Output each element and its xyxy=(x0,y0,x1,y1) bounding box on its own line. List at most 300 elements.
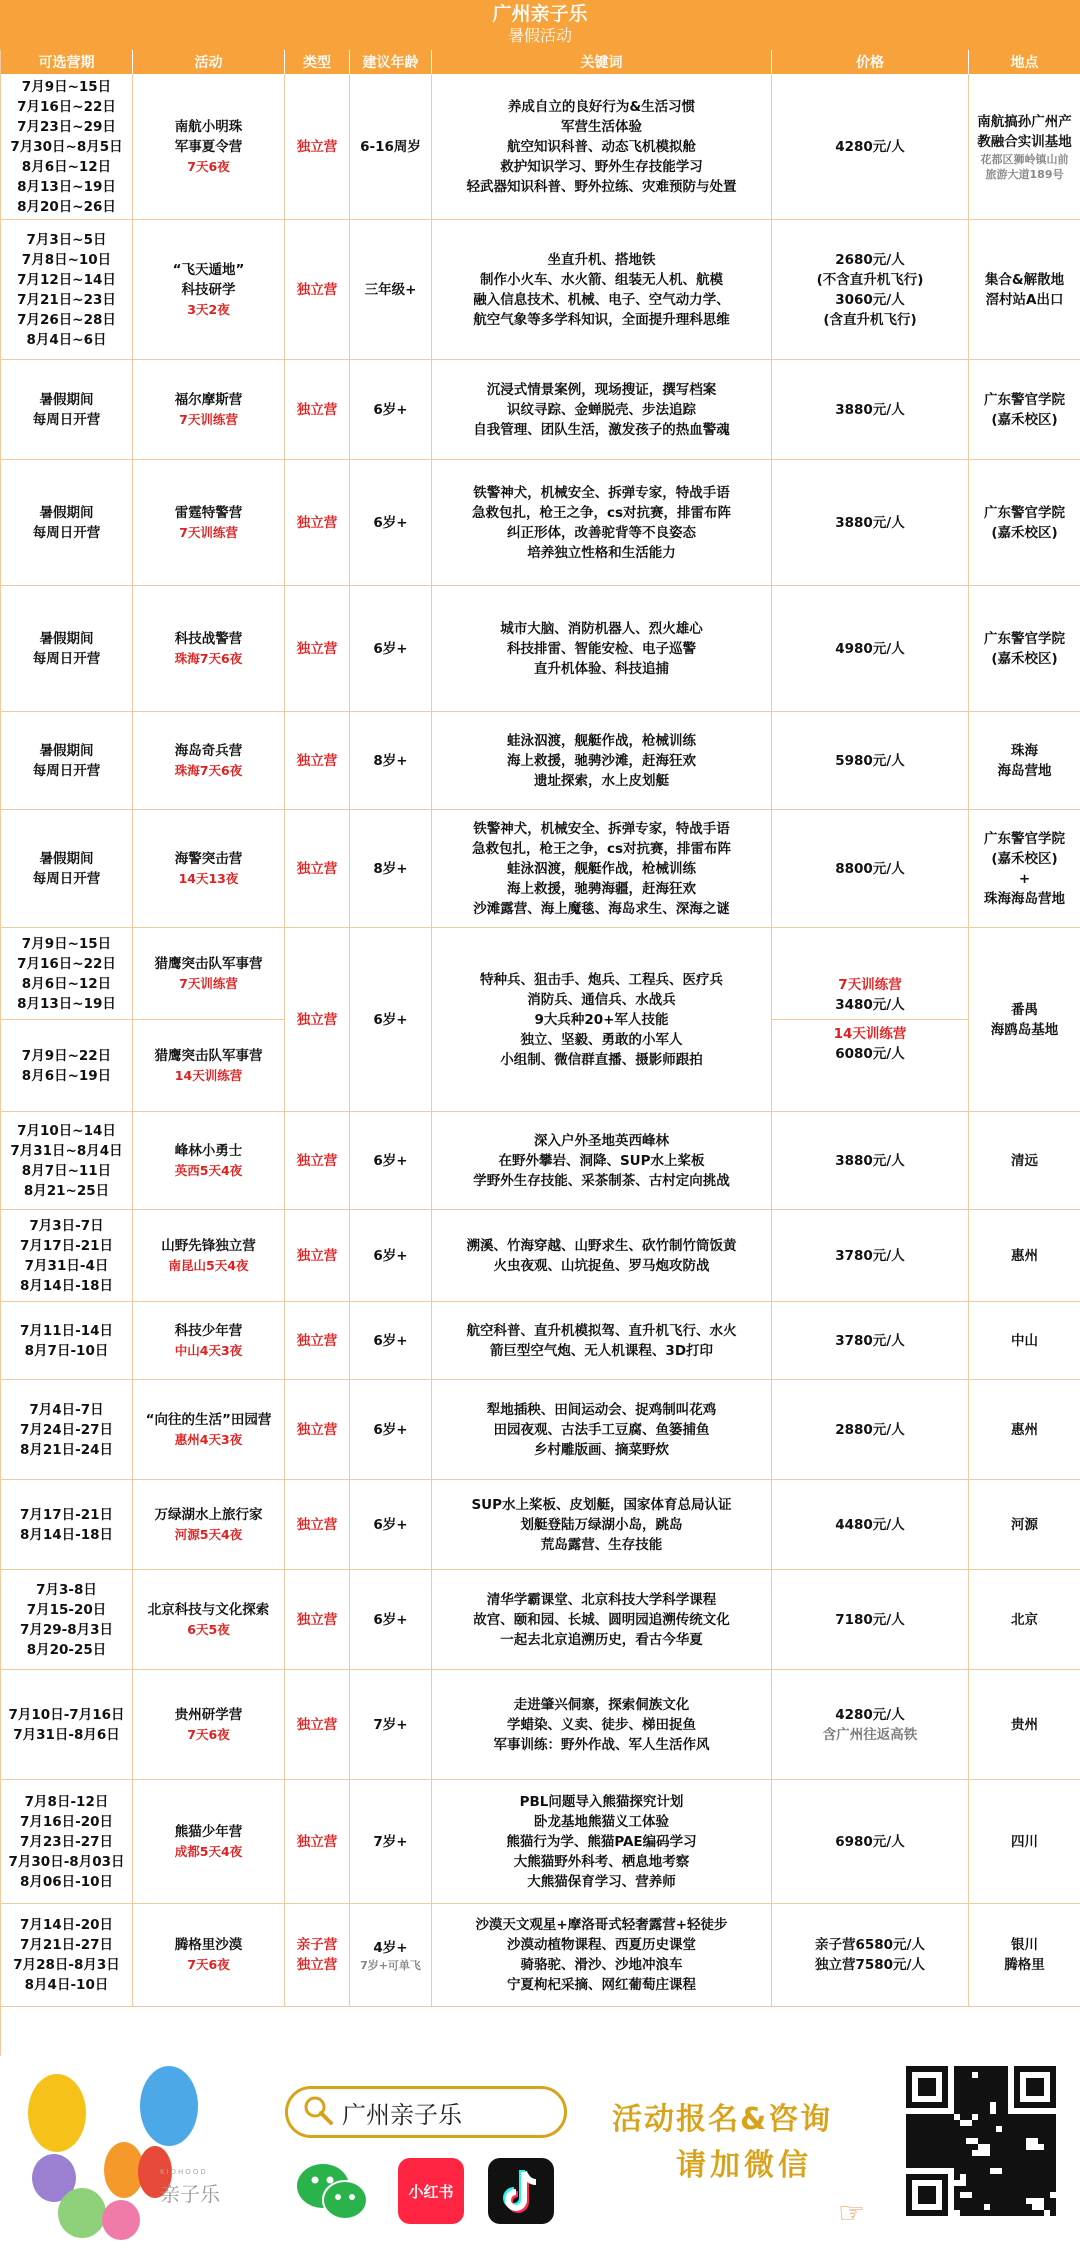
price-cell xyxy=(772,1480,969,1570)
keyword-line: 火虫夜观、山坑捉鱼、罗马炮攻防战 xyxy=(493,1257,710,1274)
location-line: 广东警官学院 xyxy=(984,391,1065,408)
price-line: 亲子营6580元/人 xyxy=(814,1937,925,1953)
location-line: 珠海海岛营地 xyxy=(984,890,1065,907)
price-line: 独立营7580元/人 xyxy=(814,1957,925,1973)
price-line: 3880元/人 xyxy=(835,514,905,531)
type-label: 独立营 xyxy=(296,1716,338,1733)
keyword-line: 大熊猫野外科考、栖息地考察 xyxy=(513,1853,690,1870)
date-line: 7月12日~14日 xyxy=(17,271,116,288)
type-cell xyxy=(285,74,350,220)
activity-cell xyxy=(133,1112,285,1210)
dates-cell xyxy=(1,1670,133,1780)
keyword-line: 海上救援，驰骋沙滩，赶海狂欢 xyxy=(507,752,696,769)
location-line: 惠州 xyxy=(1011,1421,1038,1438)
activity-duration: 7天6夜 xyxy=(187,1957,230,1972)
activity-name: 山野先锋独立营 xyxy=(161,1237,256,1254)
date-line: 7月16日~22日 xyxy=(17,955,116,972)
column-header: 关键词 xyxy=(432,50,772,74)
activity-name: 海岛奇兵营 xyxy=(174,742,243,759)
keyword-line: 遗址探索，水上皮划艇 xyxy=(534,772,669,789)
logo-blob-pink xyxy=(102,2200,140,2240)
location-cell xyxy=(969,1780,1080,1904)
age-cell xyxy=(350,1570,432,1670)
type-label: 独立营 xyxy=(296,281,338,298)
price-line: 3780元/人 xyxy=(835,1332,905,1349)
age-label: 6岁+ xyxy=(373,1152,408,1169)
location-cell xyxy=(969,74,1080,220)
location-cell xyxy=(969,460,1080,586)
keyword-line: 学野外生存技能、采茶制茶、古村定向挑战 xyxy=(473,1172,730,1189)
column-header: 可选营期 xyxy=(1,50,133,74)
activity-duration: 7天6夜 xyxy=(187,1726,230,1742)
activity-cell xyxy=(133,1480,285,1570)
date-line: 暑假期间 xyxy=(39,630,94,647)
logo-blob-green xyxy=(58,2188,106,2238)
type-cell xyxy=(285,1570,350,1670)
activity-duration: 河源5天4夜 xyxy=(174,1526,243,1542)
keywords-cell xyxy=(432,360,772,460)
age-label: 6岁+ xyxy=(373,1247,408,1264)
date-line: 7月21日~23日 xyxy=(17,291,116,308)
price-line: 2880元/人 xyxy=(835,1421,905,1438)
price-cell xyxy=(772,1112,969,1210)
keyword-line: 在野外攀岩、洞降、SUP水上桨板 xyxy=(498,1152,705,1169)
keyword-line: 荒岛露营、生存技能 xyxy=(540,1536,663,1553)
keyword-line: 军事训练：野外作战、军人生活作风 xyxy=(493,1736,710,1753)
age-cell xyxy=(350,1302,432,1380)
date-line: 7月8日-12日 xyxy=(24,1793,109,1810)
keyword-line: 划艇登陆万绿湖小岛，跳岛 xyxy=(520,1516,683,1533)
activity-name: “向往的生活”田园营 xyxy=(145,1411,272,1428)
price-line: 3880元/人 xyxy=(835,401,905,418)
date-line: 7月14日-20日 xyxy=(19,1917,114,1933)
location-cell xyxy=(969,1210,1080,1302)
price-cell xyxy=(772,1780,969,1904)
activity-cell xyxy=(133,1302,285,1380)
title-bar xyxy=(0,0,1080,50)
type-label: 独立营 xyxy=(296,1247,338,1264)
age-label: 8岁+ xyxy=(373,752,408,769)
date-line: 8月20日~26日 xyxy=(17,198,116,215)
keyword-line: 走进肇兴侗寨，探索侗族文化 xyxy=(513,1696,690,1713)
date-line: 7月31日-8月6日 xyxy=(13,1726,120,1743)
activity-cell xyxy=(133,1210,285,1302)
keyword-line: 海上救援，驰骋海疆，赶海狂欢 xyxy=(507,880,696,897)
location-line: 海鸥岛基地 xyxy=(990,1021,1059,1038)
price-line: 6980元/人 xyxy=(835,1833,905,1850)
date-line: 每周日开营 xyxy=(32,762,101,779)
date-line: 8月14日-18日 xyxy=(19,1526,114,1543)
dates-cell xyxy=(1,1904,133,2007)
activity-cell xyxy=(133,74,285,220)
age-label: 6岁+ xyxy=(373,1516,408,1533)
keyword-line: 学蜡染、义卖、徒步、梯田捉鱼 xyxy=(507,1716,696,1733)
xiaohongshu-icon[interactable] xyxy=(398,2158,464,2224)
price-cell xyxy=(772,1570,969,1670)
date-line: 7月3-8日 xyxy=(36,1581,97,1598)
price-cell xyxy=(772,712,969,810)
keyword-line: 蛙泳泅渡，舰艇作战，枪械训练 xyxy=(507,732,696,749)
date-line: 8月20-25日 xyxy=(26,1641,107,1658)
type-cell xyxy=(285,1380,350,1480)
activity-cell xyxy=(133,1570,285,1670)
keyword-line: 宁夏枸杞采摘、网红葡萄庄课程 xyxy=(507,1977,696,1993)
date-line: 7月9日~15日 xyxy=(21,78,112,95)
location-cell xyxy=(969,928,1080,1112)
activity-name: 雷霆特警营 xyxy=(174,504,243,521)
keyword-line: 航空知识科普、动态飞机模拟舱 xyxy=(507,138,696,155)
location-line: 番禺 xyxy=(1011,1001,1038,1018)
location-line: 腾格里 xyxy=(1004,1957,1045,1973)
price-cell xyxy=(772,220,969,360)
keyword-line: 溯溪、竹海穿越、山野求生、砍竹制竹筒饭黄 xyxy=(466,1237,737,1254)
location-line: 清远 xyxy=(1011,1152,1038,1169)
date-line: 7月31日-4日 xyxy=(24,1257,109,1274)
price-cell xyxy=(772,586,969,712)
dates-cell xyxy=(1,1020,133,1112)
price-line: 6080元/人 xyxy=(835,1046,905,1062)
age-cell xyxy=(350,1670,432,1780)
keyword-line: 故宫、颐和园、长城、圆明园追溯传统文化 xyxy=(473,1611,730,1628)
date-line: 8月6日~19日 xyxy=(21,1067,112,1084)
age-label: 6岁+ xyxy=(373,1611,408,1628)
qr-code[interactable] xyxy=(906,2066,1056,2216)
activity-cell xyxy=(133,928,285,1020)
keyword-line: 独立、坚毅、勇敢的小军人 xyxy=(520,1031,683,1048)
keyword-line: 清华学霸课堂、北京科技大学科学课程 xyxy=(486,1591,717,1608)
keywords-cell xyxy=(432,928,772,1112)
price-line: 2680元/人 xyxy=(835,251,905,268)
price-line: (不含直升机飞行) xyxy=(816,271,924,288)
dates-cell xyxy=(1,460,133,586)
keyword-line: 融入信息技术、机械、电子、空气动力学、 xyxy=(473,291,730,308)
activity-duration: 6天5夜 xyxy=(187,1621,230,1637)
price-line: 3780元/人 xyxy=(835,1247,905,1264)
date-line: 7月23日~29日 xyxy=(17,118,116,135)
price-line: 5980元/人 xyxy=(835,752,905,769)
date-line: 7月26日~28日 xyxy=(17,311,116,328)
keyword-line: 科技排雷、智能安检、电子巡警 xyxy=(507,640,696,657)
age-cell xyxy=(350,1904,432,2007)
age-cell xyxy=(350,1112,432,1210)
location-line: 贵州 xyxy=(1011,1716,1038,1733)
location-line: 惠州 xyxy=(1011,1247,1038,1264)
keywords-cell xyxy=(432,1780,772,1904)
activity-duration: 7天训练营 xyxy=(179,411,238,427)
price-line: 4280元/人 xyxy=(835,1706,905,1723)
location-line: 广东警官学院 xyxy=(984,504,1065,521)
activity-duration: 7天训练营 xyxy=(179,524,238,540)
keyword-line: 大熊猫保育学习、营养师 xyxy=(527,1873,676,1890)
price-cell xyxy=(772,1302,969,1380)
date-line: 7月3日-7日 xyxy=(29,1217,104,1234)
activity-name: 福尔摩斯营 xyxy=(174,391,243,408)
keyword-line: 航空气象等多学科知识，全面提升理科思维 xyxy=(473,311,730,328)
age-cell xyxy=(350,1480,432,1570)
activity-cell xyxy=(133,1020,285,1112)
keyword-line: 骑骆驼、滑沙、沙地冲浪车 xyxy=(520,1957,683,1973)
tiktok-icon[interactable] xyxy=(488,2158,554,2224)
age-label: 4岁+ xyxy=(373,1939,408,1956)
type-cell xyxy=(285,1904,350,2007)
location-line: 广东警官学院 xyxy=(984,830,1065,847)
location-cell xyxy=(969,1670,1080,1780)
keyword-line: 田园夜观、古法手工豆腐、鱼篓捕鱼 xyxy=(493,1421,710,1438)
type-cell xyxy=(285,928,350,1112)
activity-name: 万绿湖水上旅行家 xyxy=(154,1506,263,1523)
location-line: (嘉禾校区) xyxy=(991,650,1058,667)
type-cell xyxy=(285,1302,350,1380)
location-line: 银川 xyxy=(1011,1937,1038,1953)
activity-name: 科技研学 xyxy=(181,281,236,298)
keywords-cell xyxy=(432,1670,772,1780)
location-cell xyxy=(969,1570,1080,1670)
activity-duration: 成都5天4夜 xyxy=(174,1843,243,1859)
type-label: 独立营 xyxy=(296,1611,338,1628)
type-label: 独立营 xyxy=(296,1516,338,1533)
price-cell xyxy=(772,1210,969,1302)
location-cell xyxy=(969,712,1080,810)
keywords-cell xyxy=(432,586,772,712)
date-line: 暑假期间 xyxy=(39,742,94,759)
keyword-line: 小组制、微信群直播、摄影师跟拍 xyxy=(500,1051,703,1068)
type-cell xyxy=(285,360,350,460)
date-line: 8月06日-10日 xyxy=(19,1873,114,1890)
dates-cell xyxy=(1,1112,133,1210)
date-line: 7月10日-7月16日 xyxy=(8,1706,125,1723)
dates-cell xyxy=(1,810,133,928)
type-cell xyxy=(285,1480,350,1570)
keyword-line: 直升机体验、科技追捕 xyxy=(534,660,669,677)
location-line: 南航搞孙广州产 xyxy=(977,113,1072,130)
dates-cell xyxy=(1,360,133,460)
type-label: 独立营 xyxy=(296,860,338,877)
wechat-icon[interactable] xyxy=(293,2156,373,2226)
activity-duration: 7天训练营 xyxy=(179,975,238,991)
keywords-cell xyxy=(432,460,772,586)
location-note: 花都区狮岭镇山前 xyxy=(980,152,1069,166)
activity-duration: 14天训练营 xyxy=(174,1067,243,1083)
activity-name: 北京科技与文化探索 xyxy=(147,1601,270,1618)
age-cell xyxy=(350,1210,432,1302)
keyword-line: 犁地插秧、田间运动会、捉鸡制叫花鸡 xyxy=(486,1401,717,1418)
keyword-line: 制作小火车、水火箭、组装无人机、航模 xyxy=(480,271,723,288)
location-cell xyxy=(969,586,1080,712)
dates-cell xyxy=(1,586,133,712)
keyword-line: 铁警神犬，机械安全、拆弹专家，特战手语 xyxy=(473,820,730,837)
type-label: 独立营 xyxy=(296,138,338,155)
age-cell xyxy=(350,1780,432,1904)
age-label: 6岁+ xyxy=(373,1421,408,1438)
location-line: 海岛营地 xyxy=(997,762,1052,779)
type-label: 独立营 xyxy=(296,1011,338,1028)
date-line: 8月4日~6日 xyxy=(26,331,107,348)
type-label: 独立营 xyxy=(296,640,338,657)
date-line: 暑假期间 xyxy=(39,504,94,521)
location-line: + xyxy=(1018,870,1031,887)
keyword-line: 9大兵种20+军人技能 xyxy=(534,1011,669,1028)
type-label: 独立营 xyxy=(296,514,338,531)
keyword-line: 蛙泳泅渡，舰艇作战，枪械训练 xyxy=(507,860,696,877)
keyword-line: 沙漠天文观星+摩洛哥式轻奢露营+轻徒步 xyxy=(475,1917,728,1933)
location-line: 珠海 xyxy=(1011,742,1038,759)
page-title: 广州亲子乐 xyxy=(492,3,588,25)
footer xyxy=(0,2056,1080,2255)
date-line: 8月21~25日 xyxy=(23,1182,110,1199)
age-cell xyxy=(350,928,432,1112)
date-line: 8月7日-10日 xyxy=(24,1342,109,1359)
keyword-line: 沙漠动植物课程、西夏历史课堂 xyxy=(507,1937,696,1953)
keywords-cell xyxy=(432,1904,772,2007)
type-cell xyxy=(285,1670,350,1780)
keyword-line: 急救包扎，枪王之争，cs对抗赛，排雷布阵 xyxy=(471,840,732,857)
age-label: 6岁+ xyxy=(373,640,408,657)
dates-cell xyxy=(1,712,133,810)
activity-cell xyxy=(133,810,285,928)
age-cell xyxy=(350,810,432,928)
location-line: 北京 xyxy=(1011,1611,1038,1628)
keyword-line: 深入户外圣地英西峰林 xyxy=(534,1132,669,1149)
activity-duration: 中山4天3夜 xyxy=(174,1342,243,1358)
age-label: 6岁+ xyxy=(373,401,408,418)
age-label: 6岁+ xyxy=(373,1332,408,1349)
price-line: 8800元/人 xyxy=(835,860,905,877)
type-cell xyxy=(285,1112,350,1210)
keyword-line: 沙滩露营、海上魔毯、海岛求生、深海之谜 xyxy=(473,900,730,917)
keyword-line: 自我管理、团队生活，激发孩子的热血警魂 xyxy=(473,421,730,438)
date-line: 7月17日-21日 xyxy=(19,1506,114,1523)
dates-cell xyxy=(1,1210,133,1302)
location-line: 集合&解散地 xyxy=(984,271,1065,288)
keyword-line: 城市大脑、消防机器人、烈火雄心 xyxy=(500,620,703,637)
date-line: 7月17日-21日 xyxy=(19,1237,114,1254)
price-line: 3880元/人 xyxy=(835,1152,905,1169)
date-line: 7月21日-27日 xyxy=(19,1937,114,1953)
brand-en: KIDHOOD xyxy=(160,2168,208,2176)
date-line: 8月7日~11日 xyxy=(21,1162,112,1179)
location-cell xyxy=(969,1480,1080,1570)
type-cell xyxy=(285,1780,350,1904)
date-line: 7月30日-8月03日 xyxy=(8,1853,125,1870)
activity-cell xyxy=(133,1380,285,1480)
age-label: 6岁+ xyxy=(373,1011,408,1028)
dates-cell xyxy=(1,1570,133,1670)
age-note: 7岁+可单飞 xyxy=(360,1958,421,1972)
price-plan-label: 14天训练营 xyxy=(833,1026,907,1042)
date-line: 8月13日~19日 xyxy=(17,995,116,1012)
type-label: 独立营 xyxy=(296,1152,338,1169)
date-line: 7月16日-20日 xyxy=(19,1813,114,1830)
page-subtitle: 暑假活动 xyxy=(507,26,572,45)
date-line: 7月16日~22日 xyxy=(17,98,116,115)
dates-cell xyxy=(1,928,133,1020)
brand-name: 亲子乐 xyxy=(160,2182,220,2206)
dates-cell xyxy=(1,1302,133,1380)
keywords-cell xyxy=(432,810,772,928)
activity-cell xyxy=(133,712,285,810)
keyword-line: 坐直升机、搭地铁 xyxy=(547,251,656,268)
date-line: 7月31日~8月4日 xyxy=(10,1142,123,1159)
price-cell xyxy=(772,928,969,1112)
price-line: (含直升机飞行) xyxy=(823,311,917,328)
type-cell xyxy=(285,712,350,810)
cta-line-1: 活动报名&咨询 xyxy=(612,2102,833,2137)
keyword-line: 一起去北京追溯历史，看古今华夏 xyxy=(500,1631,703,1648)
date-line: 7月3日~5日 xyxy=(26,231,107,248)
date-line: 7月11日-14日 xyxy=(19,1322,114,1339)
column-header: 建议年龄 xyxy=(350,50,432,74)
keyword-line: 铁警神犬，机械安全、拆弹专家，特战手语 xyxy=(473,484,730,501)
search-pill[interactable] xyxy=(285,2086,567,2138)
column-header: 价格 xyxy=(772,50,969,74)
type-cell xyxy=(285,586,350,712)
keywords-cell xyxy=(432,1302,772,1380)
location-line: 河源 xyxy=(1011,1516,1038,1533)
keyword-line: PBL问题导入熊猫探究计划 xyxy=(519,1793,684,1810)
age-label: 7岁+ xyxy=(373,1716,408,1733)
activity-cell xyxy=(133,586,285,712)
price-cell xyxy=(772,360,969,460)
keyword-line: 特种兵、狙击手、炮兵、工程兵、医疗兵 xyxy=(480,971,723,988)
date-line: 每周日开营 xyxy=(32,870,101,887)
keywords-cell xyxy=(432,1570,772,1670)
keyword-line: 乡村雕版画、摘菜野炊 xyxy=(534,1441,669,1458)
activity-duration: 南昆山5天4夜 xyxy=(168,1257,249,1273)
cta-line-2: 请加微信 xyxy=(676,2148,812,2183)
type-label: 独立营 xyxy=(296,1332,338,1349)
date-line: 7月8日~10日 xyxy=(21,251,112,268)
keyword-line: 箭巨型空气炮、无人机课程、3D打印 xyxy=(489,1342,714,1359)
column-header: 类型 xyxy=(285,50,350,74)
keywords-cell xyxy=(432,220,772,360)
date-line: 7月10日~14日 xyxy=(17,1122,116,1139)
age-cell xyxy=(350,220,432,360)
keyword-line: 沉浸式情景案例，现场搜证，撰写档案 xyxy=(486,381,717,398)
price-cell xyxy=(772,810,969,928)
keyword-line: 培养独立性格和生活能力 xyxy=(527,544,676,561)
keyword-line: 养成自立的良好行为&生活习惯 xyxy=(507,98,696,115)
search-text: 广州亲子乐 xyxy=(342,2100,462,2129)
activity-duration: 珠海7天6夜 xyxy=(174,650,243,666)
date-line: 暑假期间 xyxy=(39,391,94,408)
price-plan-label: 7天训练营 xyxy=(838,977,902,993)
keyword-line: 航空科普、直升机模拟驾、直升机飞行、水火 xyxy=(466,1322,737,1339)
activity-cell xyxy=(133,1780,285,1904)
activity-name: 科技战警营 xyxy=(174,630,243,647)
keywords-cell xyxy=(432,1112,772,1210)
date-line: 7月9日~15日 xyxy=(21,935,112,952)
age-cell xyxy=(350,360,432,460)
location-line: (嘉禾校区) xyxy=(991,524,1058,541)
activity-cell xyxy=(133,1670,285,1780)
location-line: 教融合实训基地 xyxy=(977,133,1072,150)
date-line: 7月9日~22日 xyxy=(21,1047,112,1064)
price-line: 4980元/人 xyxy=(835,640,905,657)
dates-cell xyxy=(1,1780,133,1904)
type-cell xyxy=(285,220,350,360)
activity-name: 南航小明珠 xyxy=(174,118,243,135)
dates-cell xyxy=(1,74,133,220)
keyword-line: 急救包扎，枪王之争，cs对抗赛，排雷布阵 xyxy=(471,504,732,521)
age-label: 8岁+ xyxy=(373,860,408,877)
type-cell xyxy=(285,810,350,928)
type-label: 独立营 xyxy=(296,1833,338,1850)
price-cell xyxy=(772,460,969,586)
age-cell xyxy=(350,74,432,220)
activity-name: 贵州研学营 xyxy=(174,1706,243,1723)
activity-duration: 珠海7天6夜 xyxy=(174,762,243,778)
location-line: (嘉禾校区) xyxy=(991,850,1058,867)
